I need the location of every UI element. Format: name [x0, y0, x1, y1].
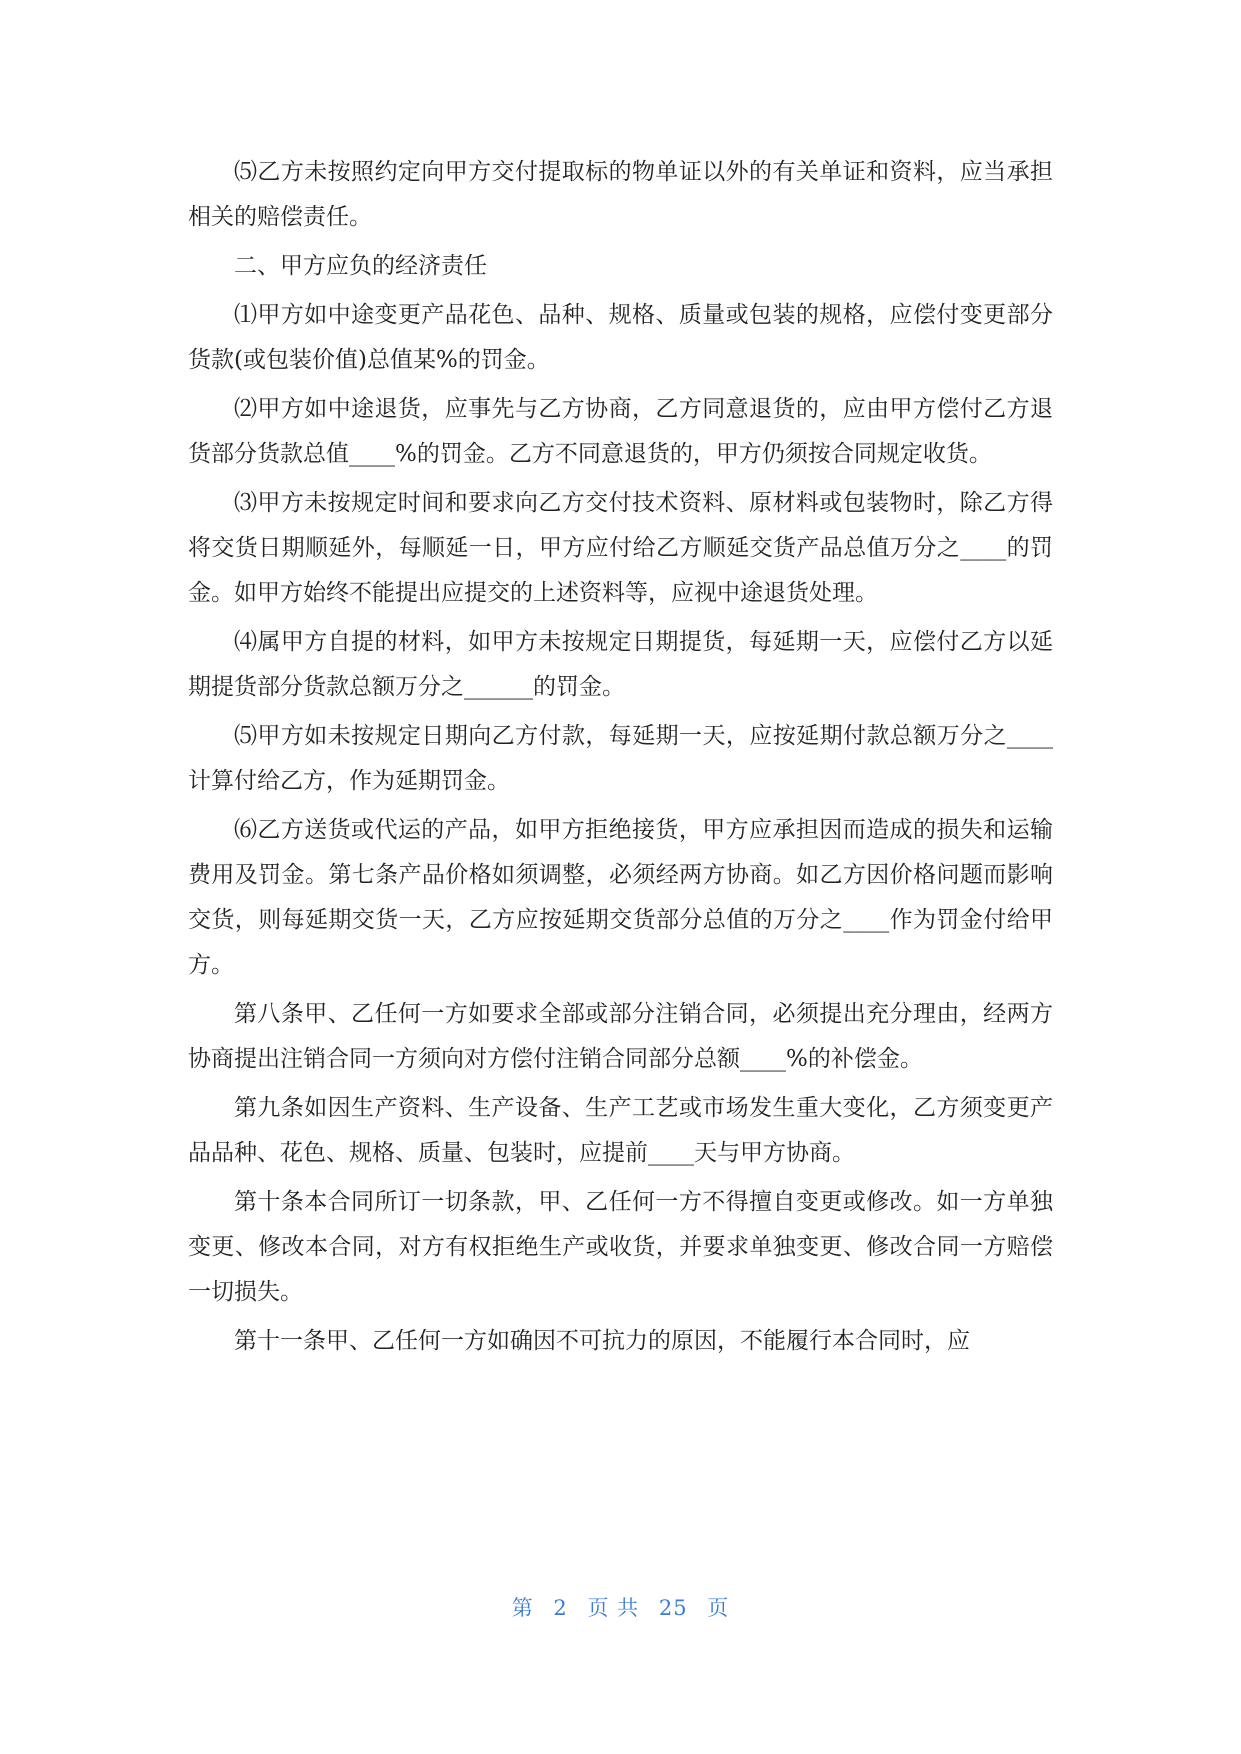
paragraph: ⑶甲方未按规定时间和要求向乙方交付技术资料、原材料或包装物时，除乙方得将交货日期顺延外，每顺延一日，甲方应付给乙方顺延交货产品总值万分之____的罚金。如甲方始终不能提出应提交的上述资料等，应视中途退货处理。 — [188, 490, 1053, 606]
paragraph: ⑸乙方未按照约定向甲方交付提取标的物单证以外的有关单证和资料，应当承担相关的赔偿责任。 — [188, 159, 1053, 230]
paragraph: ⑹乙方送货或代运的产品，如甲方拒绝接货，甲方应承担因而造成的损失和运输费用及罚金。第七条产品价格如须调整，必须经两方协商。如乙方因价格问题而影响交货，则每延期交货一天，乙方应按延期交货部分总值的万分之____作为罚金付给甲方。 — [188, 817, 1053, 978]
page-footer — [0, 1592, 1241, 1622]
paragraph: ⑸甲方如未按规定日期向乙方付款，每延期一天，应按延期付款总额万分之____计算付给乙方，作为延期罚金。 — [188, 723, 1053, 794]
page-number-prefix: 第 — [511, 1596, 534, 1620]
page-number-suffix: 页 — [707, 1596, 730, 1620]
paragraph: 第八条甲、乙任何一方如要求全部或部分注销合同，必须提出充分理由，经两方协商提出注销合同一方须向对方偿付注销合同部分总额____%的补偿金。 — [188, 1001, 1053, 1072]
paragraph: 二、甲方应负的经济责任 — [234, 253, 487, 279]
paragraph: 第十一条甲、乙任何一方如确因不可抗力的原因，不能履行本合同时，应 — [234, 1328, 970, 1354]
page-number-middle: 页 共 — [587, 1596, 640, 1620]
total-page-count: 25 — [658, 1596, 688, 1620]
paragraph: 第九条如因生产资料、生产设备、生产工艺或市场发生重大变化，乙方须变更产品品种、花色、规格、质量、包装时，应提前____天与甲方协商。 — [188, 1095, 1053, 1166]
paragraph: ⑴甲方如中途变更产品花色、品种、规格、质量或包装的规格，应偿付变更部分货款(或包装价值)总值某%的罚金。 — [188, 302, 1053, 373]
paragraph: ⑷属甲方自提的材料，如甲方未按规定日期提货，每延期一天，应偿付乙方以延期提货部分货款总额万分之______的罚金。 — [188, 629, 1053, 700]
document-body — [188, 150, 1053, 1368]
paragraph: ⑵甲方如中途退货，应事先与乙方协商，乙方同意退货的，应由甲方偿付乙方退货部分货款总值____%的罚金。乙方不同意退货的，甲方仍须按合同规定收货。 — [188, 396, 1053, 467]
paragraph: 第十条本合同所订一切条款，甲、乙任何一方不得擅自变更或修改。如一方单独变更、修改本合同，对方有权拒绝生产或收货，并要求单独变更、修改合同一方赔偿一切损失。 — [188, 1189, 1053, 1305]
current-page-number: 2 — [553, 1596, 568, 1620]
